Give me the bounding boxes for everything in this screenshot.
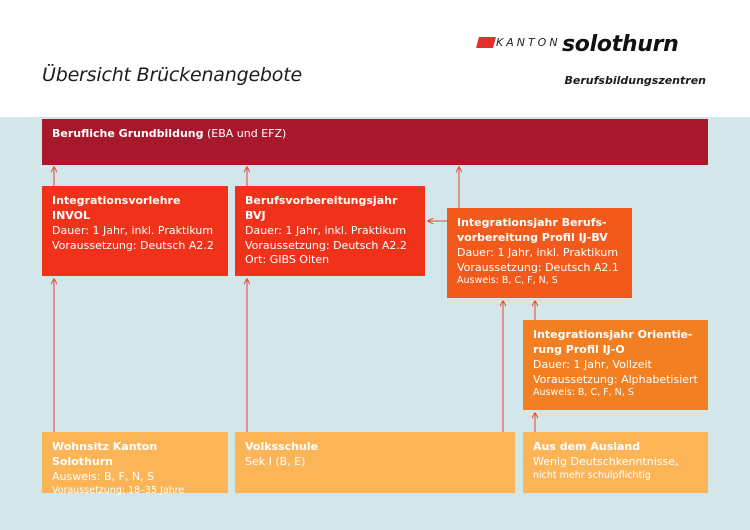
ijo-line2: Voraussetzung: Alphabetisiert <box>533 372 698 386</box>
wohnsitz-title: Wohnsitz Kanton Solothurn <box>52 440 158 468</box>
volksschule-title: Volksschule <box>245 440 319 453</box>
bvj-title: Berufsvorbereitungsjahr BVJ <box>245 194 398 222</box>
ausland-title: Aus dem Ausland <box>533 440 641 453</box>
wohnsitz-line1: Ausweis: B, F, N, S <box>52 469 155 483</box>
volksschule-box <box>235 432 515 493</box>
wohnsitz-line2: Voraussetzung: 18–35 Jahre <box>52 484 185 496</box>
invol-title: Integrationsvorlehre INVOL <box>52 194 181 222</box>
wohnsitz-box <box>42 432 228 496</box>
berufliche-grundbildung-bar <box>42 119 708 165</box>
ijo-title-1: Integrationsjahr Orientie- <box>533 328 693 341</box>
ijo-title-2: rung Profil IJ-O <box>533 342 625 356</box>
page-subtitle: Berufsbildungszentren <box>564 74 706 87</box>
ijbv-title-1: Integrationsjahr Berufs- <box>457 216 607 229</box>
ausland-line1: Wenig Deutschkenntnisse, <box>533 454 679 468</box>
ijbv-box <box>447 208 632 298</box>
logo-name-text: solothurn <box>562 32 679 57</box>
bvj-line2: Voraussetzung: Deutsch A2.2 <box>245 238 407 252</box>
invol-line1: Dauer: 1 Jahr, inkl. Praktikum <box>52 223 214 237</box>
ijbv-title-2: vorbereitung Profil IJ-BV <box>457 230 608 244</box>
ijo-line3: Ausweis: B, C, F, N, S <box>533 387 634 399</box>
logo-kanton-text: KANTON <box>496 36 561 49</box>
volksschule-line1: Sek I (B, E) <box>245 454 306 468</box>
invol-line2: Voraussetzung: Deutsch A2.2 <box>52 238 214 252</box>
ijo-line1: Dauer: 1 Jahr, Vollzeit <box>533 357 652 371</box>
ausland-line2: nicht mehr schulpflichtig <box>533 469 651 481</box>
ausland-box <box>523 432 708 493</box>
ijbv-line3: Ausweis: B, C, F, N, S <box>457 275 558 287</box>
invol-box <box>42 186 228 276</box>
bvj-box <box>235 186 425 276</box>
top-bar-bold: Berufliche Grundbildung <box>52 127 204 140</box>
bvj-line3: Ort: GIBS Olten <box>245 253 330 267</box>
bvj-line1: Dauer: 1 Jahr, inkl. Praktikum <box>245 223 407 237</box>
page-title: Übersicht Brückenangebote <box>42 64 302 86</box>
top-bar-rest: (EBA und EFZ) <box>203 127 287 140</box>
ijbv-line2: Voraussetzung: Deutsch A2.1 <box>457 260 619 274</box>
kanton-solothurn-logo <box>476 32 706 66</box>
ijo-box <box>523 320 708 410</box>
flag-icon <box>476 37 496 48</box>
ijbv-line1: Dauer: 1 Jahr, inkl. Praktikum <box>457 245 619 259</box>
